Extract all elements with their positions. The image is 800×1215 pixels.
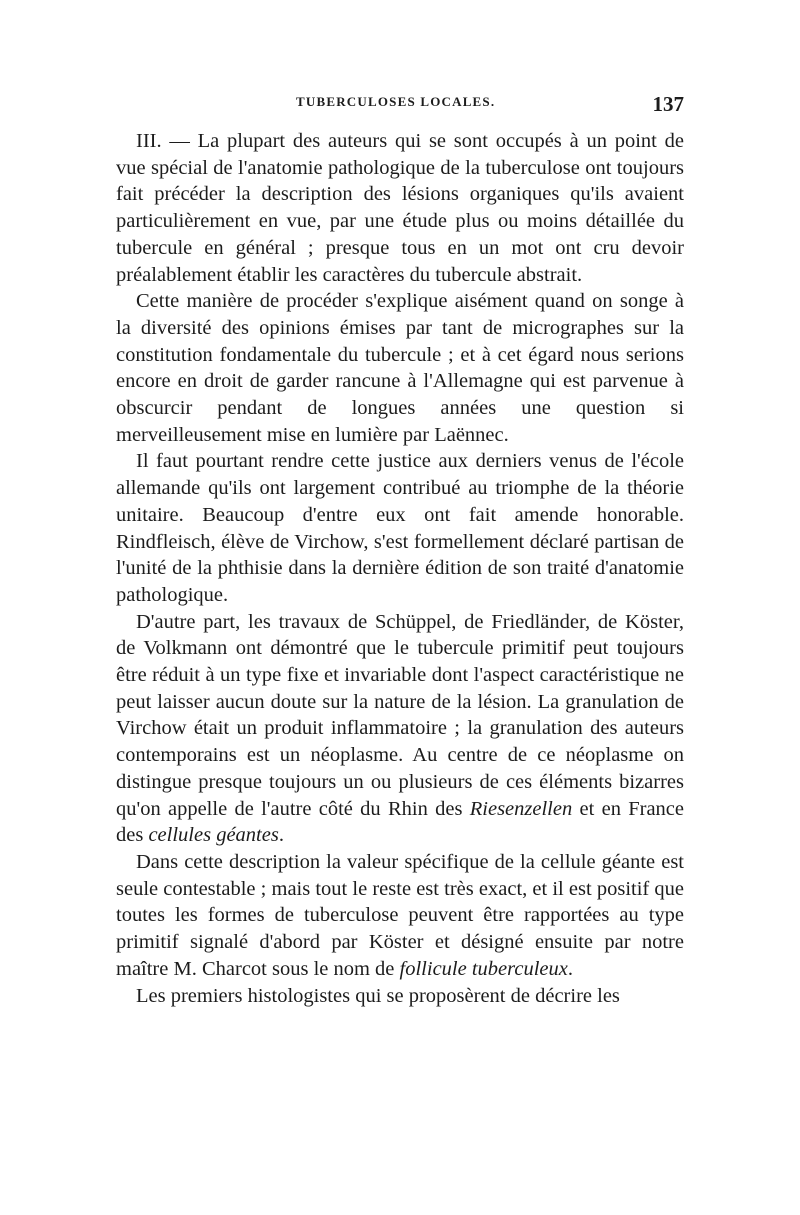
paragraph-5 xyxy=(116,849,684,983)
italic-term-follicule-tuberculeux: follicule tuberculeux xyxy=(399,957,568,980)
paragraph-2-text: Cette manière de procéder s'explique aisément quand on songe à la diversité des opinions émises par tant de micrographes sur la constitution fondamentale du tubercule ; et à cet égard nous serions encore en droit de garder rancune à l'Allemagne qui est parvenue à obscurcir pendant de longues années une question si merveilleusement mise en lumière par Laënnec. xyxy=(116,290,684,446)
italic-term-cellules-geantes: cellules géantes xyxy=(148,824,279,847)
paragraph-3-text: Il faut pourtant rendre cette justice aux derniers venus de l'école allemande qu'ils ont largement contribué au triomphe de la théorie unitaire. Beaucoup d'entre eux ont fait amende honorable. Rindfleisch, élève de Virchow, s'est formellement déclaré partisan de l'unité de la phthisie dans la dernière édition de son traité d'anatomie pathologique. xyxy=(116,450,684,606)
paragraph-4 xyxy=(116,609,684,849)
page-number: 137 xyxy=(652,92,684,116)
paragraph-5-text-after: . xyxy=(567,957,573,980)
paragraph-4-text-middle: et en France des xyxy=(116,797,685,847)
paragraph-2 xyxy=(116,288,684,448)
paragraph-1 xyxy=(116,128,684,288)
page-header xyxy=(116,92,684,120)
running-title: TUBERCULOSES LOCALES. xyxy=(296,94,496,109)
paragraph-1-text: III. — La plupart des auteurs qui se sont occupés à un point de vue spécial de l'anatomie pathologique de la tuberculose ont toujours fait précéder la description des lésions organiques qu'ils avaient particulièrement en vue, par une étude plus ou moins détaillée du tubercule en général ; presque tous en un mot ont cru devoir préalablement établir les caractères du tubercule abstrait. xyxy=(116,130,684,286)
paragraph-6 xyxy=(116,983,684,1010)
paragraph-6-text: Les premiers histologistes qui se proposèrent de décrire les xyxy=(136,984,620,1007)
paragraph-3 xyxy=(116,448,684,608)
paragraph-5-text-before: Dans cette description la valeur spécifique de la cellule géante est seule contestable ; mais tout le reste est très exact, et il est positif que toutes les formes de tuberculose peuvent être rapportées au type primitif signalé d'abord par Köster et désigné ensuite par notre maître M. Charcot sous le nom de xyxy=(116,850,684,980)
italic-term-riesenzellen: Riesenzellen xyxy=(469,797,573,820)
body-text xyxy=(116,128,684,1009)
paragraph-4-text-before: D'autre part, les travaux de Schüppel, de Friedländer, de Köster, de Volkmann ont démontré que le tubercule primitif peut toujours être réduit à un type fixe et invariable dont l'aspect caractéristique ne peut laisser aucun doute sur la nature de la lésion. La granulation de Virchow était un produit inflammatoire ; la granulation des auteurs contemporains est un néoplasme. Au centre de ce néoplasme on distingue presque toujours un ou plusieurs de ces éléments bizarres qu'on appelle de l'autre côté du Rhin des xyxy=(116,610,684,820)
paragraph-4-text-after: . xyxy=(278,824,284,847)
